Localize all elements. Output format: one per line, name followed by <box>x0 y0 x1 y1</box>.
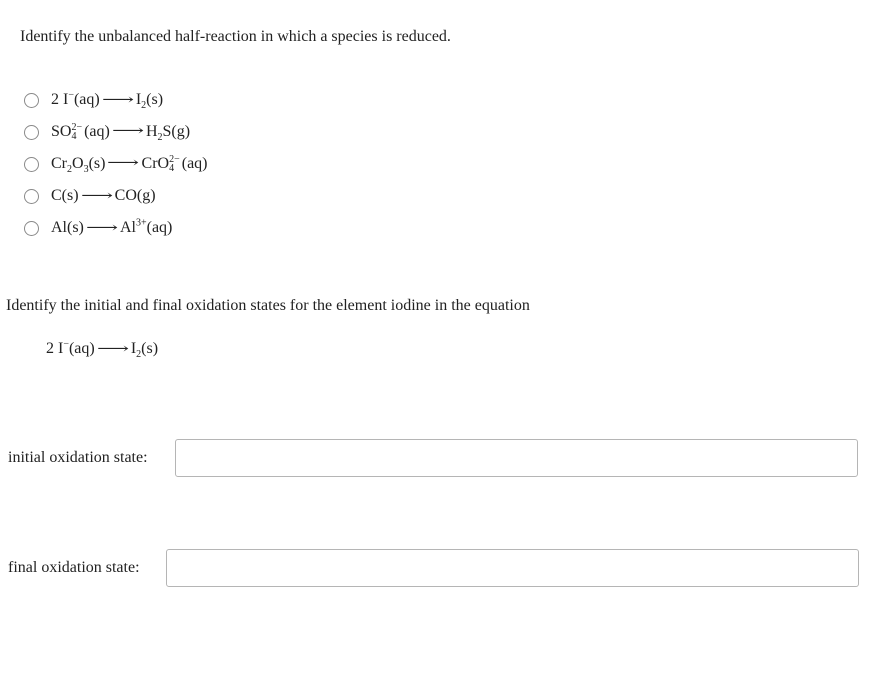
answer-options <box>24 84 208 244</box>
question-2-prompt: Identify the initial and final oxidation states for the element iodine in the equation <box>6 297 530 314</box>
iodine-equation: 2 I−(aq) ⟶ $I_2(s)$ <box>46 338 159 361</box>
final-oxidation-state-input[interactable] <box>166 549 859 587</box>
reaction-arrow-icon: ⟶ <box>111 124 144 140</box>
half-reaction-equation: Al(s) ⟶ $Al^{3+}(aq)$ <box>51 217 173 236</box>
half-reaction-equation: SO 2− 4 (aq) ⟶ $H_2S(g)$ <box>51 122 191 144</box>
reaction-arrow-icon: ⟶ <box>107 156 140 172</box>
radio-button[interactable] <box>24 189 39 204</box>
final-oxidation-state-row <box>8 549 859 587</box>
initial-oxidation-state-row <box>8 439 858 477</box>
option-iodide-to-iodine[interactable] <box>24 84 208 116</box>
reaction-arrow-icon: ⟶ <box>85 220 118 236</box>
half-reaction-equation: $Cr_2O_3(s)$ ⟶ CrO 2− 4 (aq) <box>51 154 208 176</box>
radio-button[interactable] <box>24 93 39 108</box>
initial-oxidation-state-input[interactable] <box>175 439 858 477</box>
option-sulfate-to-hydrogen-sulfide[interactable] <box>24 116 208 148</box>
radio-button[interactable] <box>24 157 39 172</box>
option-carbon-to-carbon-monoxide[interactable] <box>24 180 208 212</box>
half-reaction-equation: C(s) ⟶ CO(g) <box>51 187 156 204</box>
option-aluminum-to-aluminum-ion[interactable] <box>24 212 208 244</box>
question-1-prompt: Identify the unbalanced half-reaction in which a species is reduced. <box>20 28 451 45</box>
initial-oxidation-state-label: initial oxidation state: <box>8 449 148 466</box>
reaction-arrow-icon: ⟶ <box>80 188 113 204</box>
final-oxidation-state-label: final oxidation state: <box>8 559 140 576</box>
reaction-arrow-icon: ⟶ <box>96 341 129 357</box>
radio-button[interactable] <box>24 221 39 236</box>
half-reaction-equation: 2 I−(aq) ⟶ $I_2(s)$ <box>51 89 164 112</box>
option-chromium-oxide-to-chromate[interactable] <box>24 148 208 180</box>
reaction-arrow-icon: ⟶ <box>101 92 134 108</box>
radio-button[interactable] <box>24 125 39 140</box>
